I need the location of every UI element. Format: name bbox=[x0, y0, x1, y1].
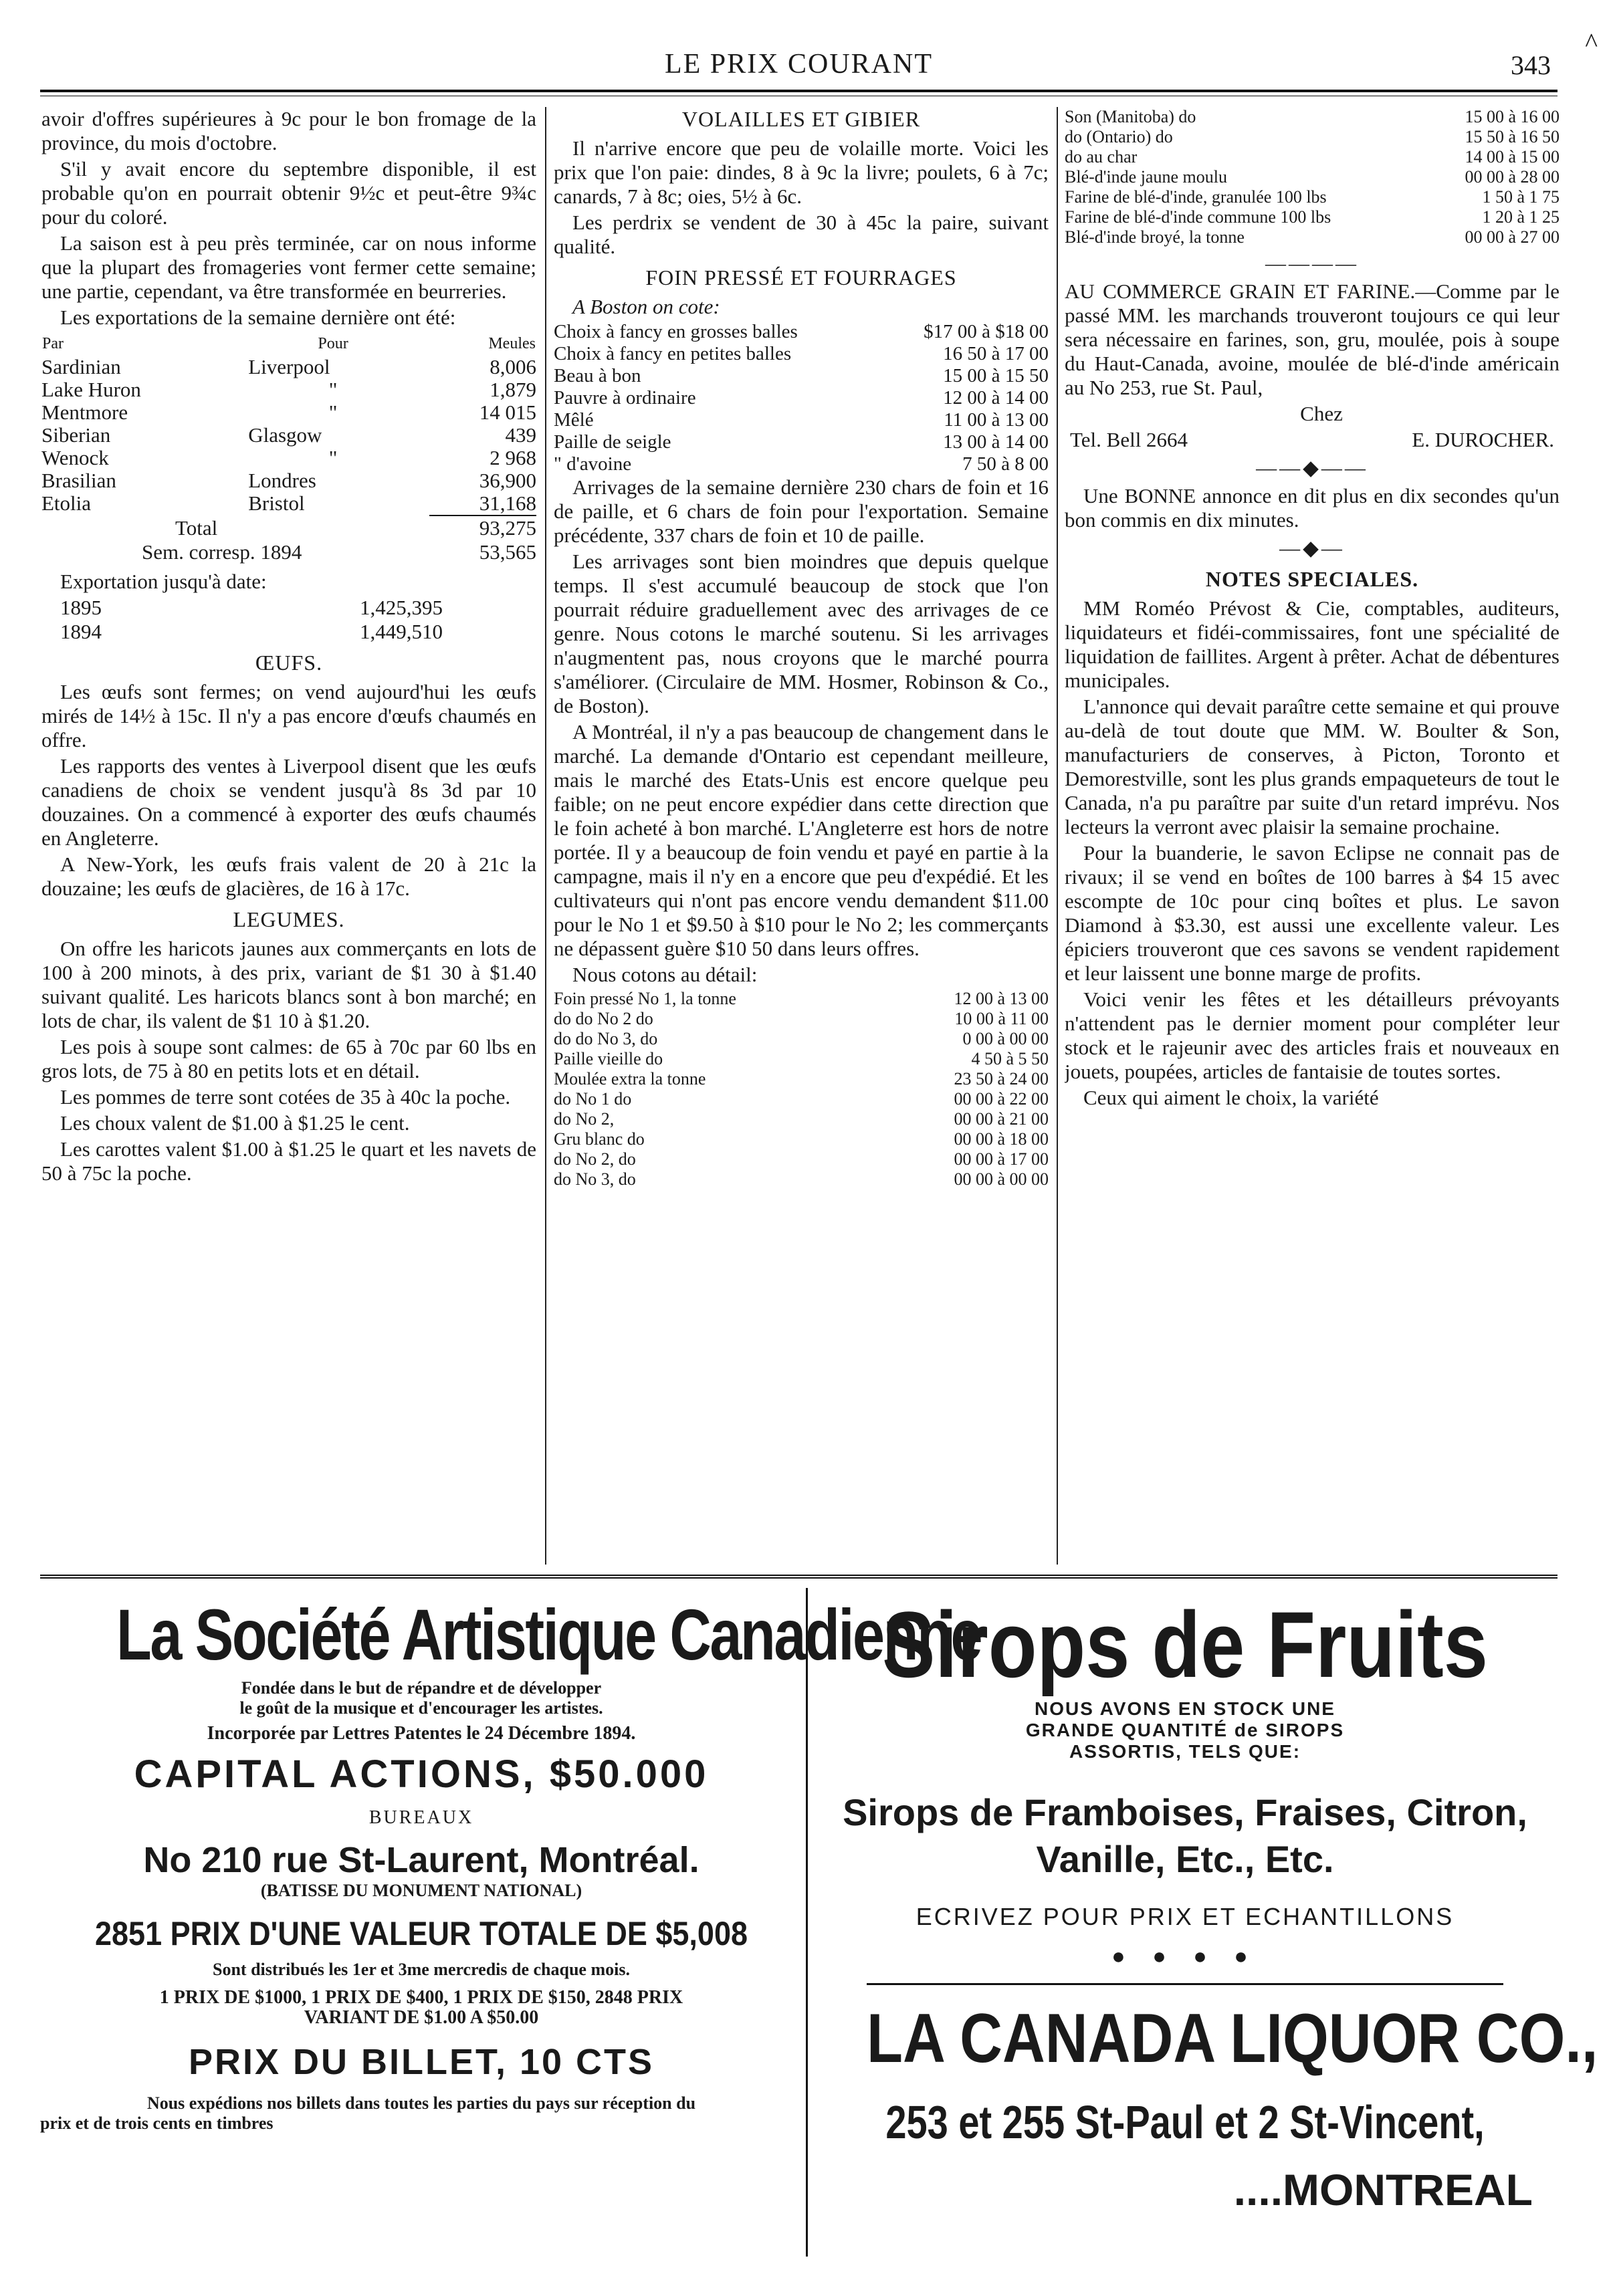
table-row bbox=[554, 343, 1049, 365]
ad-prize-list-1: 1 PRIX DE $1000, 1 PRIX DE $400, 1 PRIX DE $150, 2848 PRIX bbox=[159, 1987, 683, 2008]
advertisement-band-rule bbox=[40, 1575, 1558, 1579]
ad-building: (BATISSE DU MONUMENT NATIONAL) bbox=[260, 1881, 582, 1900]
table-row bbox=[554, 321, 1049, 343]
quantity: 14 015 bbox=[479, 400, 536, 424]
table-header-row bbox=[41, 332, 536, 356]
table-row bbox=[41, 378, 536, 401]
oeufs-paragraph-3: A New-York, les œufs frais valent de 20 à 21c la douzaine; les œufs de glacières, de 16 à 17c. bbox=[41, 852, 536, 900]
header-pour: Pour bbox=[318, 335, 348, 352]
price-value: 00 00 à 00 00 bbox=[954, 1169, 1049, 1189]
price-item: do No 1 do bbox=[554, 1089, 632, 1109]
export-value: 1,449,510 bbox=[360, 620, 443, 643]
foin-paragraph-1: Arrivages de la semaine dernière 230 chars de foin et 16 de paille, et 6 chars de foin pour l'exportation. Semaine précédente, 337 chars de foin et 10 de paille. bbox=[554, 475, 1049, 547]
price-item: do No 3, do bbox=[554, 1169, 636, 1189]
price-item: Gru blanc do bbox=[554, 1129, 645, 1149]
price-value: 1 50 à 1 75 bbox=[1482, 187, 1560, 207]
table-row bbox=[554, 365, 1049, 387]
ad-ticket-price: PRIX DU BILLET, 10 CTS bbox=[188, 2042, 655, 2082]
price-value: 00 00 à 27 00 bbox=[1465, 227, 1560, 247]
ad-shipping-line-1: Nous expédions nos billets dans toutes les parties du pays sur réception du bbox=[146, 2093, 696, 2113]
table-row bbox=[1065, 167, 1560, 187]
price-value: 00 00 à 28 00 bbox=[1465, 167, 1560, 187]
price-item: Moulée extra la tonne bbox=[554, 1069, 706, 1088]
quantity: 439 bbox=[505, 423, 536, 447]
ad-prize-list-2: VARIANT DE $1.00 A $50.00 bbox=[304, 2007, 539, 2028]
ad-capital: CAPITAL ACTIONS, $50.000 bbox=[134, 1752, 709, 1796]
volailles-paragraph-1: Il n'arrive encore que peu de volaille morte. Voici les prix que l'on paie: dindes, 8 à 9c la livre; poulets, 6 à 7c; canards, 7 à 8c; oies, 5½ à 6c. bbox=[554, 136, 1049, 208]
header-rule bbox=[40, 90, 1558, 92]
ad-stock-line-1: NOUS AVONS EN STOCK UNE bbox=[1035, 1698, 1335, 1719]
notes-paragraph-5: Ceux qui aiment le choix, la variété bbox=[1083, 1086, 1379, 1109]
price-item: do (Ontario) do bbox=[1065, 127, 1173, 146]
table-row bbox=[41, 469, 536, 492]
table-row bbox=[41, 356, 536, 378]
volailles-paragraph-2: Les perdrix se vendent de 30 à 45c la paire, suivant qualité. bbox=[554, 211, 1049, 258]
table-row bbox=[554, 1009, 1049, 1029]
ad-incorporated: Incorporée par Lettres Patentes le 24 Décembre 1894. bbox=[207, 1723, 636, 1744]
price-value: 12 00 à 14 00 bbox=[943, 387, 1049, 409]
notes-paragraph-2: L'annonce qui devait paraître cette semaine et qui prouve au-delà de tout doute que MM. W. Boulter & Son, manufacturiers de conserves, à Picton, Toronto et Demorestville, sont les plus grands empaqueteurs de tout le Canada, n'a pu paraître par suite d'un retard imprévu. Nos lecteurs la verront avec plaisir la semaine prochaine. bbox=[1065, 695, 1560, 838]
ad-shipping-line-2: prix et de trois cents en timbres bbox=[40, 2113, 274, 2133]
table-row bbox=[554, 1049, 1049, 1069]
oeufs-paragraph-2: Les rapports des ventes à Liverpool disent que les œufs canadiens de choix se vendent jusqu'à 8s 3d par 10 douzaines. On a commencé à exporter des œufs chaumés en Angleterre. bbox=[41, 754, 536, 850]
destination: Bristol bbox=[248, 491, 305, 515]
journal-title: LE PRIX COURANT bbox=[664, 49, 934, 80]
legumes-paragraph-3: Les pommes de terre sont cotées de 35 à 40c la poche. bbox=[60, 1085, 511, 1109]
price-value: 13 00 à 14 00 bbox=[943, 431, 1049, 453]
destination: Glasgow bbox=[248, 423, 322, 447]
ad-company-address: 253 et 255 St-Paul et 2 St-Vincent, bbox=[885, 2096, 1485, 2148]
price-item: Son (Manitoba) do bbox=[1065, 107, 1196, 126]
quantity: 36,900 bbox=[479, 469, 536, 492]
ad-syrup-list-1: Sirops de Framboises, Fraises, Citron, bbox=[843, 1791, 1527, 1833]
boston-price-table bbox=[554, 321, 1049, 475]
price-item: do No 2, do bbox=[554, 1149, 636, 1169]
table-row bbox=[554, 453, 1049, 475]
table-row bbox=[1065, 227, 1560, 247]
price-value: 1 20 à 1 25 bbox=[1482, 207, 1560, 227]
son-price-table bbox=[1065, 107, 1560, 247]
price-item: Farine de blé-d'inde, granulée 100 lbs bbox=[1065, 187, 1327, 207]
export-shipments-table bbox=[41, 332, 536, 515]
price-item: Beau à bon bbox=[554, 365, 641, 386]
running-head bbox=[40, 41, 1558, 88]
chez-label: Chez bbox=[1300, 402, 1343, 425]
ad-stock-line-3: ASSORTIS, TELS QUE: bbox=[1069, 1741, 1301, 1762]
price-item: " d'avoine bbox=[554, 453, 632, 475]
quantity: 8,006 bbox=[490, 355, 536, 378]
foin-paragraph-3: A Montréal, il n'y a pas beaucoup de changement dans le marché. La demande d'Ontario est cependant meilleure, mais le marché des Etats-Unis est encore quelque peu faible; on ne peut encore expédier dans cette direction que le foin acheté à bon marché. L'Angleterre est hors de notre portée. Il y a beaucoup de foin vendu et payé en partie à la campagne, mais il n'y en a encore que peu d'expédié. Et les cultivateurs qui n'ont pas encore vendu demandent $11.00 pour le No 1 et $9.50 à $10 pour le No 2; les commerçants ne dépassent guère $10 50 dans leurs offres. bbox=[554, 720, 1049, 960]
telephone: Tel. Bell 2664 bbox=[1070, 428, 1188, 451]
price-value: 16 50 à 17 00 bbox=[943, 343, 1049, 364]
signature: E. DUROCHER. bbox=[1412, 428, 1554, 451]
ship-name: Wenock bbox=[41, 446, 109, 469]
price-item: do No 2, bbox=[554, 1109, 615, 1129]
ship-name: Etolia bbox=[41, 491, 92, 515]
table-row bbox=[554, 1029, 1049, 1049]
table-row bbox=[41, 447, 536, 469]
ad-founded-line-1: Fondée dans le but de répandre et de développer bbox=[241, 1678, 602, 1698]
price-item: Pauvre à ordinaire bbox=[554, 387, 696, 409]
export-year: 1895 bbox=[60, 596, 102, 619]
notes-paragraph-4: Voici venir les fêtes et les détailleurs prévoyants n'attendent pas le dernier moment pour compléter leur stock et le rajeunir avec des articles frais et nouveaux en jouets, poupées, articles de fantaisie de toutes sortes. bbox=[1065, 988, 1560, 1083]
destination: " bbox=[328, 400, 338, 424]
section-title-legumes: LEGUMES. bbox=[233, 907, 345, 931]
price-value: 00 00 à 22 00 bbox=[954, 1089, 1049, 1109]
column-1 bbox=[41, 107, 536, 1565]
price-item: Paille vieille do bbox=[554, 1049, 663, 1068]
table-row bbox=[554, 1129, 1049, 1149]
ship-name: Brasilian bbox=[41, 469, 116, 492]
cheese-paragraph-1: avoir d'offres supérieures à 9c pour le bon fromage de la province, du mois d'octobre. bbox=[41, 107, 536, 154]
price-value: $17 00 à $18 00 bbox=[924, 321, 1049, 342]
price-item: Blé-d'inde broyé, la tonne bbox=[1065, 227, 1245, 247]
table-row bbox=[554, 989, 1049, 1009]
section-title-foin: FOIN PRESSÉ ET FOURRAGES bbox=[645, 265, 957, 290]
ship-name: Mentmore bbox=[41, 400, 128, 424]
boston-label: A Boston on cote: bbox=[572, 295, 720, 318]
table-row bbox=[1065, 207, 1560, 227]
section-title-volailles: VOLAILLES ET GIBIER bbox=[681, 107, 921, 131]
corner-caret-icon: ^ bbox=[1585, 27, 1598, 58]
signature-row bbox=[1065, 428, 1560, 452]
price-item: do do No 3, do bbox=[554, 1029, 658, 1048]
column-divider bbox=[1057, 107, 1058, 1565]
price-item: Foin pressé No 1, la tonne bbox=[554, 989, 736, 1008]
ad-divider bbox=[806, 1588, 808, 2257]
price-item: Blé-d'inde jaune moulu bbox=[1065, 167, 1227, 187]
legumes-paragraph-5: Les carottes valent $1.00 à $1.25 le quart et les navets de 50 à 75c la poche. bbox=[41, 1137, 536, 1185]
ad-syrup-list-2: Vanille, Etc., Etc. bbox=[1036, 1838, 1334, 1880]
ad-company-city: ....MONTREAL bbox=[1233, 2165, 1533, 2214]
ad-write-for-prices: ECRIVEZ POUR PRIX ET ECHANTILLONS bbox=[916, 1903, 1455, 1930]
table-row bbox=[41, 424, 536, 447]
header-meules: Meules bbox=[488, 335, 536, 352]
export-to-date-title: Exportation jusqu'à date: bbox=[60, 570, 267, 593]
legumes-paragraph-1: On offre les haricots jaunes aux commerçants en lots de 100 à 200 minots, à des prix, variant de $1 30 à $1.40 suivant qualité. Les haricots blancs sont à bon marché; en lots de char, ils valent de $1 10 à $1.20. bbox=[41, 937, 536, 1032]
ad-address: No 210 rue St-Laurent, Montréal. bbox=[143, 1840, 700, 1880]
table-row bbox=[41, 401, 536, 424]
export-year: 1894 bbox=[60, 620, 102, 643]
table-row bbox=[554, 1149, 1049, 1169]
quantity: 2 968 bbox=[490, 446, 536, 469]
price-value: 00 00 à 17 00 bbox=[954, 1149, 1049, 1169]
price-item: Mêlé bbox=[554, 409, 594, 431]
ad-founded-line-2: le goût de la musique et d'encourager les artistes. bbox=[239, 1698, 603, 1718]
separator-ornament: —◆— bbox=[1279, 536, 1345, 560]
price-value: 00 00 à 21 00 bbox=[954, 1109, 1049, 1129]
ad-prize-total: 2851 PRIX D'UNE VALEUR TOTALE DE $5,008 bbox=[94, 1915, 748, 1952]
legumes-paragraph-4: Les choux valent de $1.00 à $1.25 le cent. bbox=[60, 1111, 410, 1135]
price-value: 15 00 à 16 00 bbox=[1465, 107, 1560, 126]
total-value: 93,275 bbox=[479, 516, 536, 540]
separator-ornament: ——◆—— bbox=[1256, 456, 1368, 479]
export-row bbox=[41, 596, 536, 620]
quantity: 1,879 bbox=[490, 378, 536, 401]
table-row bbox=[41, 492, 536, 515]
column-3 bbox=[1065, 107, 1560, 1565]
quantity: 31,168 bbox=[479, 491, 536, 515]
column-divider bbox=[545, 107, 546, 1565]
ship-name: Lake Huron bbox=[41, 378, 141, 401]
price-item: do do No 2 do bbox=[554, 1009, 653, 1028]
section-title-notes: NOTES SPECIALES. bbox=[1205, 567, 1419, 591]
ship-name: Sardinian bbox=[41, 355, 121, 378]
ad-title: La Société Artistique Canadienne bbox=[116, 1594, 982, 1675]
price-value: 23 50 à 24 00 bbox=[954, 1069, 1049, 1088]
price-value: 14 00 à 15 00 bbox=[1465, 147, 1560, 166]
price-item: do au char bbox=[1065, 147, 1138, 166]
ad-stock-line-2: GRANDE QUANTITÉ de SIROPS bbox=[1025, 1720, 1345, 1740]
table-row bbox=[554, 409, 1049, 431]
detail-price-table bbox=[554, 989, 1049, 1189]
price-value: 7 50 à 8 00 bbox=[962, 453, 1049, 475]
table-row bbox=[554, 431, 1049, 453]
detail-title: Nous cotons au détail: bbox=[572, 963, 758, 986]
price-value: 10 00 à 11 00 bbox=[954, 1009, 1049, 1028]
table-row bbox=[554, 1069, 1049, 1089]
table-row bbox=[1065, 127, 1560, 147]
price-item: Choix à fancy en grosses balles bbox=[554, 321, 798, 342]
cheese-paragraph-3: La saison est à peu près terminée, car on nous informe que la plupart des fromageries vont fermer cette semaine; une partie, cependant, va être transformée en beurreries. bbox=[41, 231, 536, 303]
table-row bbox=[554, 1109, 1049, 1129]
export-row bbox=[41, 620, 536, 644]
destination: " bbox=[328, 446, 338, 469]
sem-value: 53,565 bbox=[479, 540, 536, 564]
column-2 bbox=[554, 107, 1049, 1565]
table-row bbox=[554, 387, 1049, 409]
bonne-annonce-paragraph: Une BONNE annonce en dit plus en dix secondes qu'un bon commis en dix minutes. bbox=[1065, 484, 1560, 532]
price-value: 15 50 à 16 50 bbox=[1465, 127, 1560, 146]
table-row bbox=[554, 1169, 1049, 1189]
section-title-oeufs: ŒUFS. bbox=[255, 651, 323, 675]
price-value: 11 00 à 13 00 bbox=[944, 409, 1049, 431]
notes-paragraph-1: MM Roméo Prévost & Cie, comptables, auditeurs, liquidateurs et fidéi-commissaires, font une spécialité de liquidation de faillites. Argent à prêter. Achat de débentures municipales. bbox=[1065, 596, 1560, 692]
destination: Liverpool bbox=[248, 355, 330, 378]
ad-dots-ornament: ● ● ● ● bbox=[1111, 1944, 1259, 1969]
page-number: 343 bbox=[1511, 50, 1551, 80]
oeufs-paragraph-1: Les œufs sont fermes; on vend aujourd'hui les œufs mirés de 14½ à 15c. Il n'y a pas encore d'œufs chaumés en offre. bbox=[41, 680, 536, 752]
ad-draw-schedule: Sont distribués les 1er et 3me mercredis de chaque mois. bbox=[213, 1960, 630, 1979]
price-item: Choix à fancy en petites balles bbox=[554, 343, 792, 364]
cheese-paragraph-2: S'il y avait encore du septembre disponible, il est probable qu'on en pourrait obtenir 9½c et peut-être 9¾c pour du coloré. bbox=[41, 157, 536, 229]
price-value: 12 00 à 13 00 bbox=[954, 989, 1049, 1008]
price-value: 0 00 à 00 00 bbox=[962, 1029, 1049, 1048]
ad-bureaux: BUREAUX bbox=[368, 1807, 474, 1828]
table-row bbox=[1065, 187, 1560, 207]
header-par: Par bbox=[42, 335, 64, 352]
price-value: 00 00 à 18 00 bbox=[954, 1129, 1049, 1149]
table-row bbox=[554, 1089, 1049, 1109]
ship-name: Siberian bbox=[41, 423, 111, 447]
sem-label: Sem. corresp. 1894 bbox=[142, 540, 302, 564]
table-row bbox=[1065, 147, 1560, 167]
legumes-paragraph-2: Les pois à soupe sont calmes: de 65 à 70c par 60 lbs en gros lots, de 75 à 80 en petits lots et en détail. bbox=[41, 1035, 536, 1082]
price-value: 4 50 à 5 50 bbox=[971, 1049, 1049, 1068]
table-row bbox=[1065, 107, 1560, 127]
price-item: Paille de seigle bbox=[554, 431, 671, 453]
destination: " bbox=[328, 378, 338, 401]
price-value: 15 00 à 15 50 bbox=[943, 365, 1049, 386]
total-label: Total bbox=[175, 516, 218, 540]
notes-paragraph-3: Pour la buanderie, le savon Eclipse ne connait pas de rivaux; il se vend en boîtes de 100 barres à $4 15 avec escompte de 10c pour cinq boîtes et plus. Le savon Diamond à $3.30, est aussi une excellente valeur. Les épiciers trouveront que ces savons se vendent rapidement et leur laissent une bonne marge de profits. bbox=[1065, 841, 1560, 985]
ad-title: Sirops de Fruits bbox=[882, 1592, 1488, 1697]
cheese-paragraph-4: Les exportations de la semaine dernière ont été: bbox=[60, 306, 456, 329]
total-row bbox=[41, 516, 536, 540]
ad-company-name: LA CANADA LIQUOR CO., bbox=[867, 1983, 1503, 2079]
separator: ———— bbox=[1265, 251, 1359, 275]
ad-sirops-de-fruits bbox=[811, 1591, 1598, 2260]
sem-row bbox=[41, 540, 536, 564]
ad-societe-artistique bbox=[40, 1591, 982, 2260]
foin-paragraph-2: Les arrivages sont bien moindres que depuis quelque temps. Il s'est accumulé beaucoup de stock que l'on pourrait réduire graduellement avec des arrivages de ce genre. Nous cotons le marché soutenu. Si les arrivages n'augmentent pas, nous croyons que le marché pourra s'améliorer. (Circulaire de MM. Hosmer, Robinson & Co., de Boston). bbox=[554, 550, 1049, 717]
export-value: 1,425,395 bbox=[360, 596, 443, 619]
commerce-paragraph: AU COMMERCE GRAIN ET FARINE.—Comme par le passé MM. les marchands trouveront toujours ce qui leur sera nécessaire en farines, son, gru, moulée, pois à soupe du Haut-Canada, avoine, moulée de blé-d'inde américain au No 253, rue St. Paul, bbox=[1065, 279, 1560, 399]
destination: Londres bbox=[248, 469, 316, 492]
price-item: Farine de blé-d'inde commune 100 lbs bbox=[1065, 207, 1331, 227]
